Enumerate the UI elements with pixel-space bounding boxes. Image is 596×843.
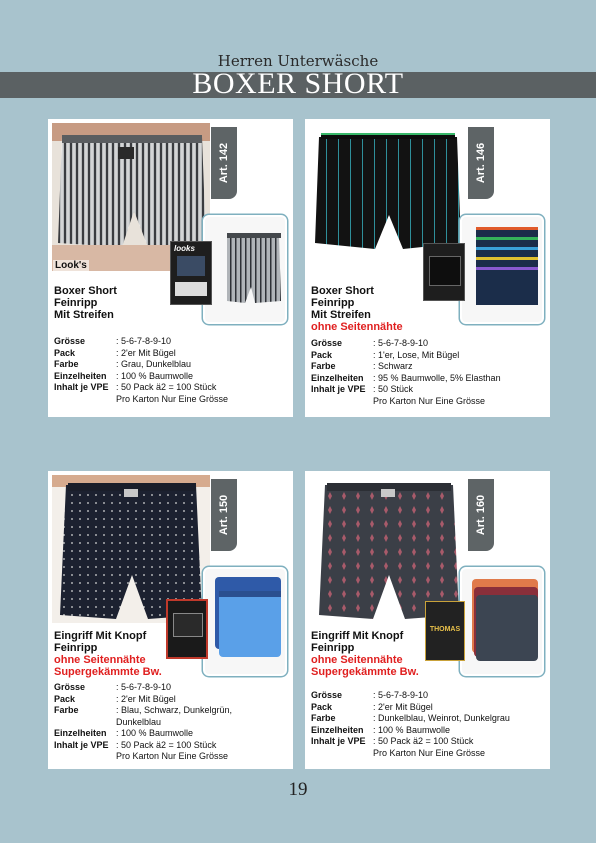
product-name: Eingriff Mit Knopf Feinripp ohne Seitennähte Supergekämmte Bw. [311,630,419,678]
article-number: Art. 160 [475,494,487,536]
brand-label: Look's [55,260,87,271]
spec-row: Pack : 2'er Mit Bügel [54,693,176,704]
package-inset [203,215,287,324]
spec-row: Farbe : Dunkelblau, Weinrot, Dunkelgrau [311,713,510,723]
package-inset [460,215,544,324]
package-box [166,599,208,659]
page-number: 19 [288,779,308,800]
spec-row: Farbe : Grau, Dunkelblau [54,359,192,369]
catalog-title: BOXER SHORT [192,67,404,100]
product-card-146[interactable] [305,119,550,417]
spec-row: Pro Karton Nur Eine Grösse [116,393,229,404]
product-card-160[interactable] [305,471,550,769]
spec-row: Dunkelblau [116,716,162,727]
product-name: Boxer Short Feinripp Mit Streifen [54,285,117,321]
spec-row: Inhalt je VPE : 50 Pack ä2 = 100 Stück [311,736,474,746]
spec-row: Pro Karton Nur Eine Grösse [373,395,486,406]
spec-row: Grösse : 5-6-7-8-9-10 [311,338,429,348]
package-box [423,243,465,301]
spec-row: Grösse : 5-6-7-8-9-10 [54,682,172,692]
article-number: Art. 146 [475,142,487,184]
package-brand: THOMAS [429,626,461,633]
catalog-subtitle: Herren Unterwäsche [217,52,379,70]
product-specs [311,338,501,407]
spec-row: Inhalt je VPE : 50 Pack ä2 = 100 Stück [54,382,217,392]
package-label [175,282,207,296]
package-window [429,256,461,286]
product-name: Boxer Short Feinripp Mit Streifen ohne Seitennähte [311,285,403,333]
package-box [170,241,212,305]
spec-row: Einzelheiten : 100 % Baumwolle [54,728,194,738]
spec-row: Farbe : Blau, Schwarz, Dunkelgrün, [54,705,233,715]
product-name: Eingriff Mit Knopf Feinripp ohne Seitennähte Supergekämmte Bw. [54,630,162,678]
spec-row: Pro Karton Nur Eine Grösse [116,751,229,761]
spec-row: Farbe : Schwarz [311,361,413,371]
spec-row: Grösse : 5-6-7-8-9-10 [54,336,172,346]
spec-row: Pro Karton Nur Eine Grösse [373,747,486,758]
article-number: Art. 150 [218,494,230,536]
spec-row: Inhalt je VPE : 50 Stück [311,384,414,394]
spec-row: Einzelheiten : 100 % Baumwolle [54,370,194,381]
spec-row: Pack : 1'er, Lose, Mit Bügel [311,349,460,360]
package-inset [460,567,544,676]
product-card-142[interactable] [48,119,293,417]
spec-row: Pack : 2'er Mit Bügel [54,347,176,358]
package-inset [203,567,287,676]
product-card-150[interactable] [48,471,293,769]
article-tab [211,479,237,551]
product-specs [54,336,228,405]
article-tab [468,479,494,551]
package-window [177,256,205,276]
spec-row: Einzelheiten : 95 % Baumwolle, 5% Elasthan [311,372,501,383]
spec-row: Inhalt je VPE : 50 Pack ä2 = 100 Stück [54,739,217,750]
spec-row: Pack : 2'er Mit Bügel [311,701,433,712]
package-brand: looks [174,244,195,253]
spec-row: Grösse : 5-6-7-8-9-10 [311,690,429,700]
package-box [425,601,465,661]
spec-row: Einzelheiten : 100 % Baumwolle [311,724,451,735]
product-specs [311,690,510,759]
package-window [173,613,203,637]
product-specs [54,682,232,763]
article-tab [468,127,494,199]
article-number: Art. 142 [218,142,230,184]
article-tab [211,127,237,199]
